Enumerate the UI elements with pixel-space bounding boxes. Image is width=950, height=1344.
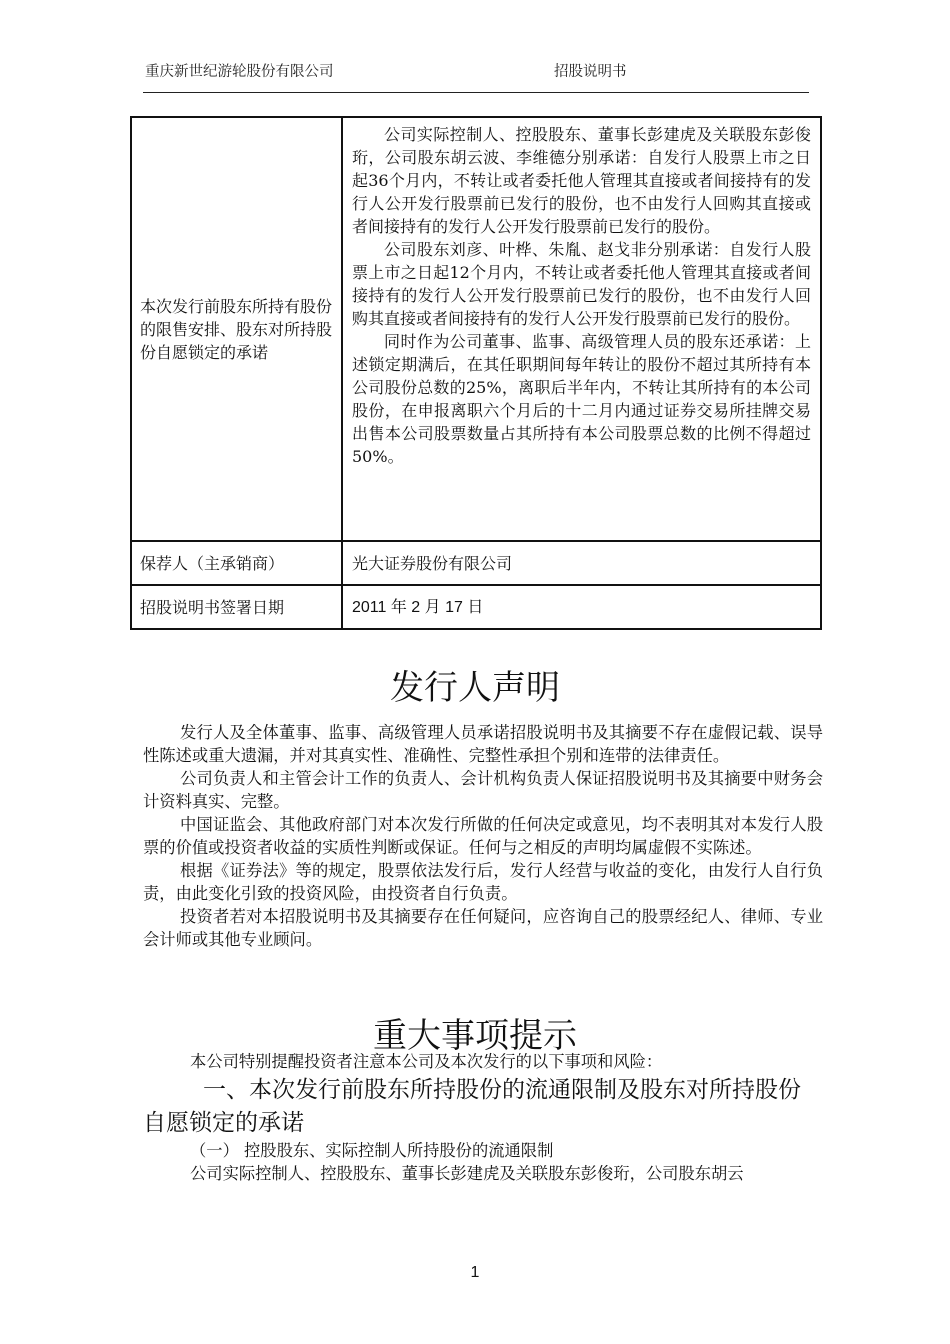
sign-date-label-cell <box>131 585 342 629</box>
offering-info-table <box>130 116 822 630</box>
sign-date-value: 2011 年 2 月 17 日 <box>352 599 484 616</box>
issuer-statement-title: 发行人声明 <box>390 668 560 708</box>
lockup-section-body: 公司实际控制人、控股股东、董事长彭建虎及关联股东彭俊珩，公司股东胡云 <box>190 1164 744 1183</box>
major-matters-title: 重大事项提示 <box>373 1016 577 1056</box>
statement-paragraph: 公司负责人和主管会计工作的负责人、会计机构负责人保证招股说明书及其摘要中财务会计资料真实、完整。 <box>143 769 823 811</box>
statement-paragraph: 投资者若对本招股说明书及其摘要存在任何疑问，应咨询自己的股票经纪人、律师、专业会计师或其他专业顾问。 <box>143 907 823 949</box>
sponsor-value-cell <box>342 541 821 585</box>
lockup-label-cell <box>131 117 342 541</box>
lockup-value-cell <box>342 117 821 541</box>
lockup-label: 本次发行前股东所持有股份的限售安排、股东对所持股份自愿锁定的承诺 <box>140 296 333 362</box>
statement-paragraph: 根据《证券法》等的规定，股票依法发行后，发行人经营与收益的变化，由发行人自行负责，由此变化引致的投资风险，由投资者自行负责。 <box>143 861 823 903</box>
sign-date-label: 招股说明书签署日期 <box>140 597 285 617</box>
lockup-paragraph: 同时作为公司董事、监事、高级管理人员的股东还承诺：上述锁定期满后，在其任职期间每年转让的股份不超过其所持有本公司股份总数的25%，离职后半年内，不转让其所持有的本公司股份，在申报离职六个月后的十二月内通过证券交易所挂牌交易出售本公司股票数量占其所持有本公司股票总数的比例不得超过50%。 <box>352 332 811 466</box>
lockup-subsection-heading: （一） 控股股东、实际控制人所持股份的流通限制 <box>190 1141 554 1160</box>
statement-paragraph: 中国证监会、其他政府部门对本次发行所做的任何决定或意见，均不表明其对本发行人股票的价值或投资者收益的实质性判断或保证。任何与之相反的声明均属虚假不实陈述。 <box>143 815 823 857</box>
sponsor-label-cell <box>131 541 342 585</box>
page-number: 1 <box>470 1264 480 1281</box>
header-document-type: 招股说明书 <box>554 64 627 80</box>
sign-date-value-cell <box>342 585 821 629</box>
major-matters-intro: 本公司特别提醒投资者注意本公司及本次发行的以下事项和风险： <box>190 1052 663 1071</box>
statement-paragraph: 发行人及全体董事、监事、高级管理人员承诺招股说明书及其摘要不存在虚假记载、误导性陈述或重大遗漏，并对其真实性、准确性、完整性承担个别和连带的法律责任。 <box>143 723 823 765</box>
sponsor-value: 光大证券股份有限公司 <box>352 553 513 573</box>
header-company-name: 重庆新世纪游轮股份有限公司 <box>145 64 334 80</box>
lockup-paragraph: 公司实际控制人、控股股东、董事长彭建虎及关联股东彭俊珩，公司股东胡云波、李维德分别承诺：自发行人股票上市之日起36个月内，不转让或者委托他人管理其直接或者间接持有的发行人公开发行股票前已发行的股份，也不由发行人回购其直接或者间接持有的发行人公开发行股票前已发行的股份。 <box>352 125 811 236</box>
lockup-section-heading: 一、本次发行前股东所持股份的流通限制及股东对所持股份自愿锁定的承诺 <box>143 1076 801 1135</box>
sponsor-label: 保荐人（主承销商） <box>140 553 285 573</box>
page-header <box>143 58 809 93</box>
issuer-statement-body <box>143 721 823 951</box>
lockup-paragraph: 公司股东刘彦、叶桦、朱胤、赵戈非分别承诺：自发行人股票上市之日起12个月内，不转让或者委托他人管理其直接或者间接持有的发行人公开发行股票前已发行的股份，也不由发行人回购其直接或者间接持有的发行人公开发行股票前已发行的股份。 <box>352 240 811 328</box>
